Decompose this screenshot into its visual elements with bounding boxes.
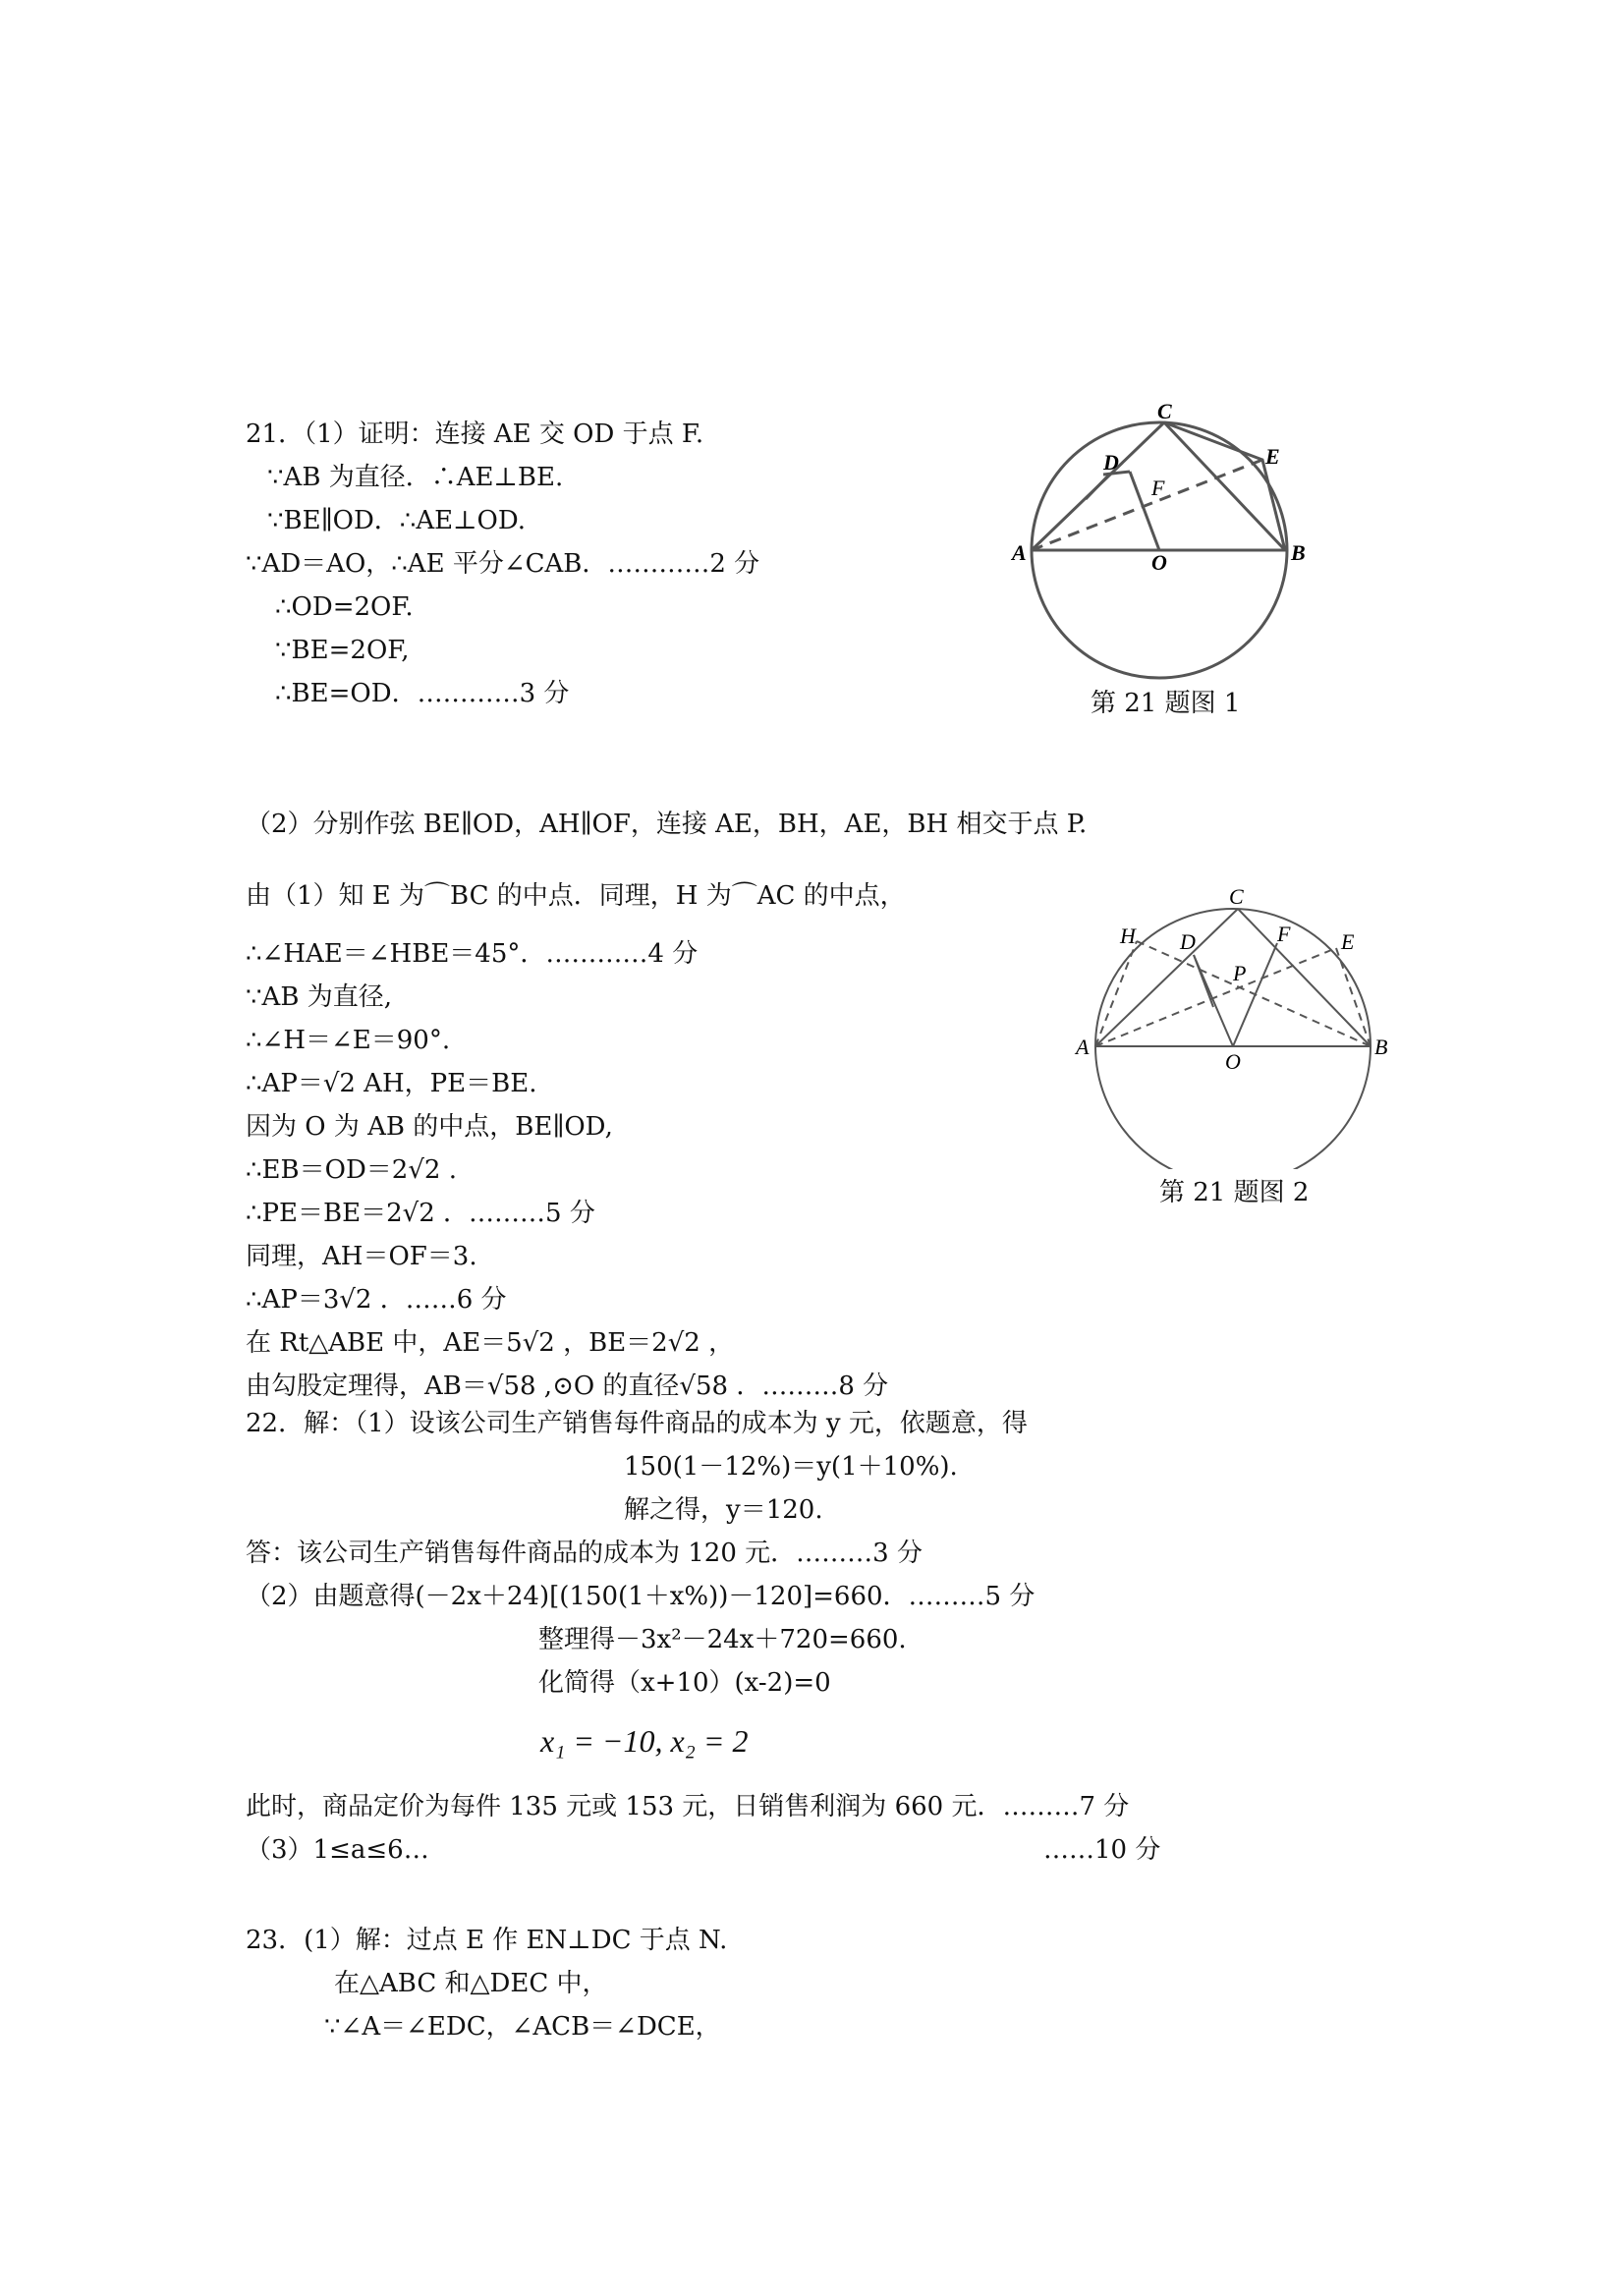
fig2-label-e: E bbox=[1341, 929, 1355, 954]
fig2-label-c: C bbox=[1229, 884, 1244, 909]
q21-part2-line-6: 因为 O 为 AB 的中点，BE∥OD, bbox=[246, 1112, 613, 1142]
fig1-label-a: A bbox=[1012, 540, 1027, 565]
q23-head: 23．(1）解：过点 E 作 EN⊥DC 于点 N. bbox=[246, 1926, 728, 1955]
fig1-label-c: C bbox=[1157, 399, 1172, 423]
fig1-label-d: D bbox=[1103, 450, 1119, 475]
fig2-label-a: A bbox=[1076, 1035, 1090, 1059]
fig2-label-h: H bbox=[1120, 924, 1136, 948]
fig1-label-e: E bbox=[1265, 444, 1280, 469]
q21-figure-2 bbox=[1066, 874, 1400, 1169]
fig1-label-o: O bbox=[1151, 550, 1167, 575]
q21-part2-line-12: 由勾股定理得，AB＝√58 ,⊙O 的直径√58 ．………8 分 bbox=[246, 1372, 889, 1401]
q21-part2-line-9: 同理，AH＝OF＝3. bbox=[246, 1242, 477, 1271]
q21-part2-line-3: ∵AB 为直径, bbox=[246, 982, 392, 1012]
q21-line-4: ∴OD=2OF. bbox=[275, 592, 414, 622]
q21-part2-line-1: 由（1）知 E 为⌒BC 的中点．同理，H 为⌒AC 的中点， bbox=[246, 881, 906, 911]
q22-head: 22．解：（1）设该公司生产销售每件商品的成本为 y 元，依题意，得 bbox=[246, 1409, 1028, 1438]
q23-line-1: 在△ABC 和△DEC 中， bbox=[334, 1969, 608, 1998]
q21-part2-line-10: ∴AP＝3√2 ．……6 分 bbox=[246, 1285, 507, 1315]
q22-part2: （2）由题意得(－2x＋24)[(150(1＋x%))－120]=660．………5 分 bbox=[246, 1582, 1035, 1611]
q23-line-2: ∵∠A＝∠EDC，∠ACB＝∠DCE， bbox=[324, 2012, 721, 2042]
q21-line-5: ∵BE=2OF, bbox=[275, 636, 410, 665]
q21-line-2: ∵BE∥OD．∴AE⊥OD. bbox=[267, 506, 527, 535]
q21-part2-head: （2）分别作弦 BE∥OD，AH∥OF，连接 AE，BH，AE，BH 相交于点 P. bbox=[246, 810, 1088, 839]
q21-line-1: ∵AB 为直径．∴AE⊥BE. bbox=[267, 463, 564, 492]
q22-ans1: 答：该公司生产销售每件商品的成本为 120 元．………3 分 bbox=[246, 1539, 923, 1568]
q21-line-6: ∴BE=OD．…………3 分 bbox=[275, 679, 570, 708]
q22-part3-score: ……10 分 bbox=[1043, 1835, 1161, 1865]
q22-part2-conclusion: 此时，商品定价为每件 135 元或 153 元，日销售利润为 660 元．………7 分 bbox=[246, 1792, 1130, 1821]
fig2-label-f: F bbox=[1277, 922, 1291, 946]
fig1-label-b: B bbox=[1291, 540, 1306, 565]
fig2-label-o: O bbox=[1225, 1049, 1241, 1074]
q21-part2-line-2: ∴∠HAE＝∠HBE＝45°．…………4 分 bbox=[246, 939, 699, 969]
q22-roots: x₁ = −10, x₂ = 2 bbox=[540, 1723, 749, 1759]
fig2-label-d: D bbox=[1180, 929, 1196, 954]
q21-title: 21．（1）证明：连接 AE 交 OD 于点 F. bbox=[246, 420, 704, 449]
q21-figure-1 bbox=[992, 393, 1346, 688]
q22-part3: （3）1≤a≤6… bbox=[246, 1835, 429, 1865]
q21-part2-line-7: ∴EB＝OD＝2√2 . bbox=[246, 1155, 457, 1185]
q22-part2-simplify: 整理得－3x²－24x＋720=660. bbox=[538, 1625, 907, 1654]
q21-part2-line-8: ∴PE＝BE＝2√2 ．………5 分 bbox=[246, 1199, 595, 1228]
fig2-label-p: P bbox=[1233, 961, 1247, 985]
q22-part2-factor: 化简得（x+10）(x-2)=0 bbox=[538, 1668, 831, 1698]
q21-part2-line-5: ∴AP＝√2 AH，PE＝BE. bbox=[246, 1069, 537, 1098]
q21-line-3: ∵AD＝AO，∴AE 平分∠CAB．…………2 分 bbox=[246, 549, 760, 579]
q21-part2-line-4: ∴∠H＝∠E＝90°. bbox=[246, 1026, 451, 1055]
q22-eq1: 150(1－12%)＝y(1＋10%). bbox=[624, 1452, 958, 1482]
fig1-label-f: F bbox=[1151, 476, 1165, 500]
q21-part2-line-11: 在 Rt△ABE 中，AE＝5√2 ，BE＝2√2 ， bbox=[246, 1328, 735, 1358]
q21-figure-1-caption: 第 21 题图 1 bbox=[1091, 689, 1241, 718]
q22-eq2: 解之得，y＝120. bbox=[624, 1495, 823, 1525]
q21-figure-2-caption: 第 21 题图 2 bbox=[1159, 1178, 1310, 1207]
fig2-label-b: B bbox=[1374, 1035, 1388, 1059]
